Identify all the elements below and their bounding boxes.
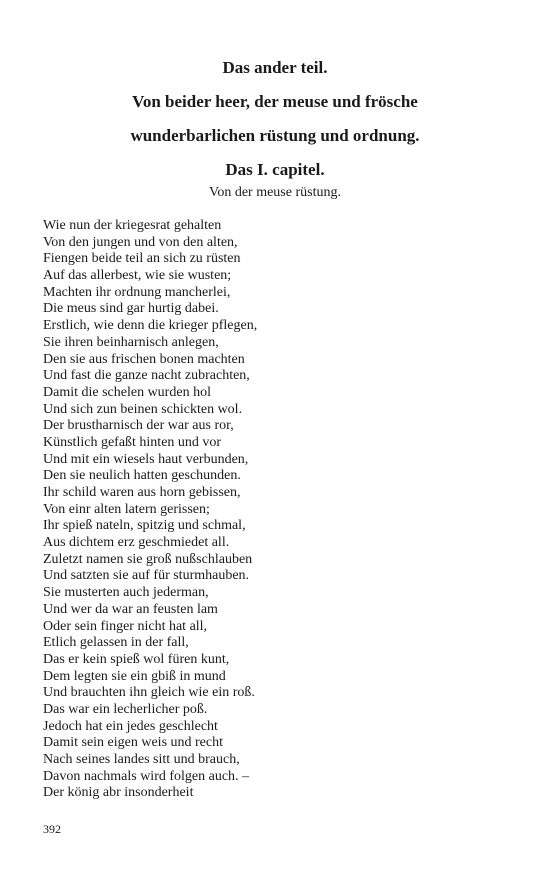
poem-line: Erstlich, wie denn die krieger pflegen, [43,318,258,334]
poem-line: Ihr schild waren aus horn gebissen, [43,485,241,500]
poem-line: Fiengen beide teil an sich zu rüsten [43,251,241,267]
poem-line: Jedoch hat ein jedes geschlecht [43,718,218,734]
poem-line: Und mit ein wiesels haut verbunden, [43,451,249,467]
poem-line: Die meus sind gar hurtig dabei. [43,301,219,317]
poem-line: Aus dichtem erz geschmiedet all. [43,535,230,551]
poem-line: Das war ein lecherlicher poß. [43,701,208,717]
poem-line: Der brustharnisch der war aus ror, [43,418,234,434]
chapter-heading: Das I. capitel. [225,160,325,179]
part-subtitle-line-1: Von beider heer, der meuse und frösche [132,92,418,111]
page-number: 392 [43,822,61,836]
poem-line: Den sie aus frischen bonen machten [43,351,245,367]
poem-line: Von den jungen und von den alten, [43,234,238,250]
poem-line: Und brauchten ihn gleich wie ein roß. [43,685,255,701]
poem-line: Zuletzt namen sie groß nußschlauben [43,551,253,567]
poem-line: Und fast die ganze nacht zubrachten, [43,368,250,384]
poem-line: Künstlich gefaßt hinten und vor [43,434,222,450]
poem-line: Und sich zun beinen schickten wol. [43,401,243,417]
poem-line: Damit die schelen wurden hol [43,384,211,400]
part-heading: Das ander teil. [222,58,328,77]
poem-line: Ihr spieß nateln, spitzig und schmal, [43,518,246,534]
poem-line: Der könig abr insonderheit [43,785,194,801]
poem-line: Damit sein eigen weis und recht [43,735,224,751]
poem-line: Sie ihren beinharnisch anlegen, [43,334,219,350]
poem-line: Das er kein spieß wol füren kunt, [43,651,230,667]
poem-line: Machten ihr ordnung mancherlei, [43,284,231,300]
poem-line: Davon nachmals wird folgen auch. – [43,768,250,784]
poem-line: Und satzten sie auf für sturmhauben. [43,568,250,584]
poem-line: Nach seines landes sitt und brauch, [43,752,240,767]
poem-line: Sie musterten auch jederman, [43,585,209,601]
chapter-subtitle: Von der meuse rüstung. [209,185,341,200]
poem-line: Oder sein finger nicht hat all, [43,618,208,634]
part-subtitle-line-2: wunderbarlichen rüstung und ordnung. [130,126,420,145]
poem-line: Etlich gelassen in der fall, [43,635,189,651]
poem-line: Dem legten sie ein gbiß in mund [43,668,226,684]
poem-line: Und wer da war an feusten lam [43,601,218,617]
poem-line: Wie nun der kriegesrat gehalten [43,218,222,233]
poem-line: Von einr alten latern gerissen; [43,501,210,517]
poem-line: Auf das allerbest, wie sie wusten; [43,268,232,284]
poem-line: Den sie neulich hatten geschunden. [43,468,241,484]
poem-text [43,218,513,802]
